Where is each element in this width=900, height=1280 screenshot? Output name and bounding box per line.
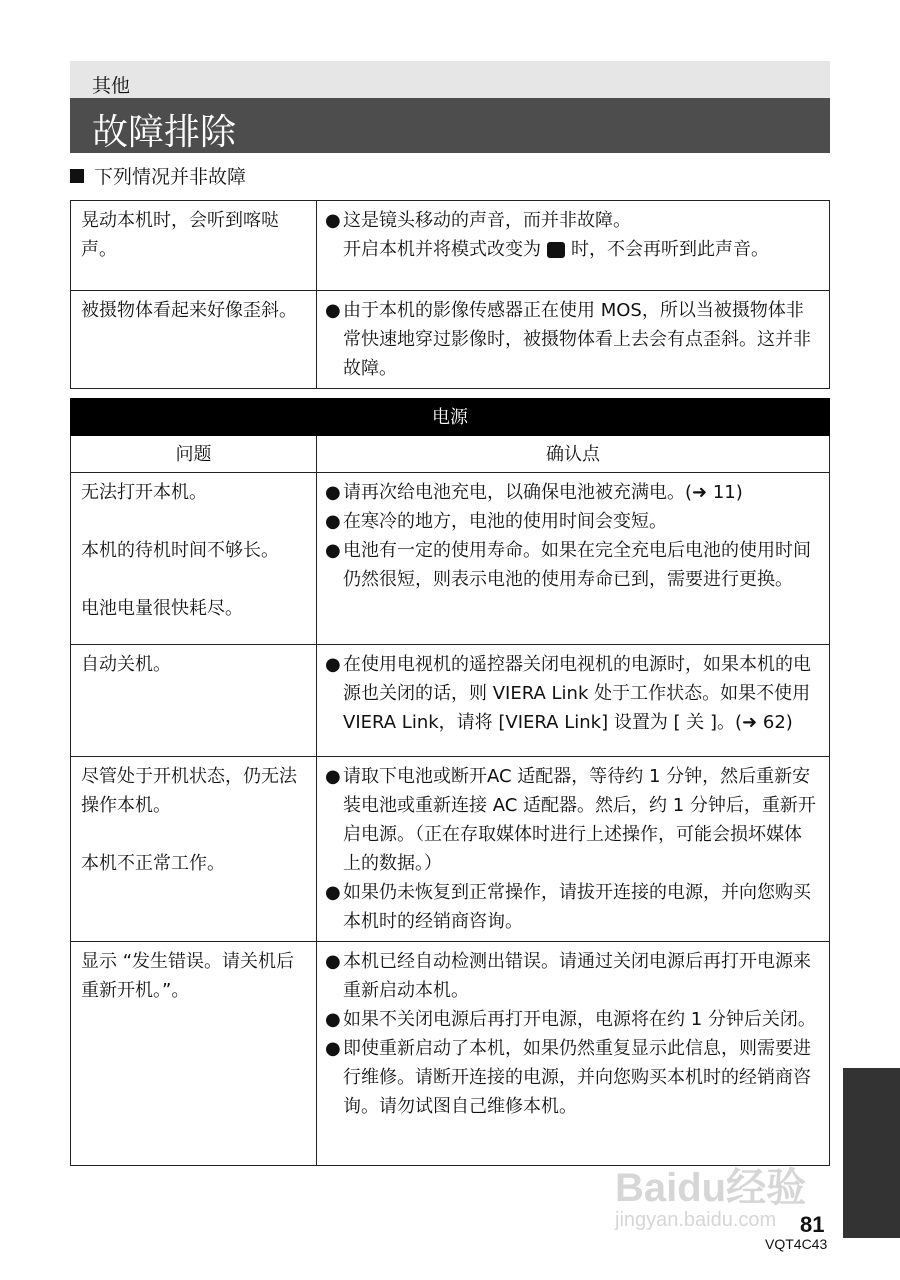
subheading-text: 下列情况并非故障 [94, 166, 247, 188]
problem-text: 自动关机。 [81, 654, 171, 675]
watermark-url: jingyan.baidu.com [615, 1209, 777, 1231]
answer-text: 如果不关闭电源后再打开电源，电源将在约 1 分钟后关闭。 [343, 1009, 816, 1030]
column-header-check: 确认点 [317, 436, 830, 473]
answer-text: 时，不会再听到此声音。 [571, 239, 769, 260]
problem-text: 本机不正常工作。 [81, 853, 225, 874]
video-mode-icon [547, 242, 565, 258]
bullet-icon: ● [325, 882, 341, 903]
watermark-brand: Baidu经验 [615, 1166, 807, 1210]
answer-text: 这是镜头移动的声音，而并非故障。 [343, 210, 631, 231]
title-bar [70, 98, 830, 153]
table-row [71, 757, 830, 942]
problem-text: 本机的待机时间不够长。 [81, 540, 279, 561]
bullet-icon: ● [325, 482, 341, 503]
answer-cell [317, 473, 830, 645]
table-row [71, 942, 830, 1166]
bullet-icon: ● [325, 300, 341, 321]
not-fault-table [70, 200, 830, 389]
answer-text: 在寒冷的地方，电池的使用时间会变短。 [343, 511, 667, 532]
answer-cell [317, 291, 830, 389]
answer-text: 即使重新启动了本机，如果仍然重复显示此信息，则需要进行维修。请断开连接的电源，并向您购买本机时的经销商咨询。请勿试图自己维修本机。 [343, 1038, 811, 1117]
answer-text: 请取下电池或断开AC 适配器，等待约 1 分钟，然后重新安装电池或重新连接 AC 适配器。然后，约 1 分钟后，重新开启电源。（正在存取媒体时进行上述操作，可能会损坏媒体上的数据。） [343, 766, 816, 874]
answer-text: 开启本机并将模式改变为 [343, 239, 541, 260]
answer-text: 请再次给电池充电，以确保电池被充满电。(➜ 11) [343, 482, 743, 503]
answer-cell [317, 645, 830, 757]
bullet-icon: ● [325, 654, 341, 675]
answer-text: 在使用电视机的遥控器关闭电视机的电源时，如果本机的电源也关闭的话，则 VIERA Link 处于工作状态。如果不使用 VIERA Link，请将 [VIERA Link] 设置为 [ 关 ]。(➜ 62) [343, 654, 811, 733]
bullet-icon: ● [325, 540, 341, 561]
problem-text: 电池电量很快耗尽。 [81, 598, 243, 619]
problem-cell [71, 942, 317, 1166]
bullet-icon: ● [325, 766, 341, 787]
problem-text: 显示 “发生错误。请关机后重新开机。”。 [81, 951, 295, 1001]
bullet-icon: ● [325, 1038, 341, 1059]
answer-cell [317, 942, 830, 1166]
answer-cell [317, 757, 830, 942]
column-header-problem: 问题 [71, 436, 317, 473]
table-caption: 电源 [71, 399, 830, 436]
doc-code: VQT4C43 [765, 1236, 828, 1252]
problem-text: 尽管处于开机状态，仍无法操作本机。 [81, 766, 297, 816]
bullet-icon: ● [325, 1009, 341, 1030]
table-row [71, 645, 830, 757]
subheading [70, 162, 246, 189]
power-table [70, 398, 830, 1166]
answer-text: 本机已经自动检测出错误。请通过关闭电源后再打开电源来重新启动本机。 [343, 951, 811, 1001]
answer-text: 如果仍未恢复到正常操作，请拔开连接的电源，并向您购买本机时的经销商咨询。 [343, 882, 811, 932]
table-row [71, 473, 830, 645]
bullet-icon: ● [325, 951, 341, 972]
table-row [71, 201, 830, 291]
problem-cell: 晃动本机时，会听到喀哒声。 [71, 201, 317, 291]
answer-text: 电池有一定的使用寿命。如果在完全充电后电池的使用时间仍然很短，则表示电池的使用寿命已到，需要进行更换。 [343, 540, 811, 590]
bullet-icon: ● [325, 511, 341, 532]
problem-cell: 被摄物体看起来好像歪斜。 [71, 291, 317, 389]
baidu-watermark-logo [615, 1156, 806, 1232]
problem-cell [71, 645, 317, 757]
section-label: 其他 [92, 75, 131, 97]
section-bar [70, 61, 830, 98]
answer-text: 由于本机的影像传感器正在使用 MOS，所以当被摄物体非常快速地穿过影像时，被摄物体看上去会有点歪斜。这并非故障。 [343, 300, 811, 379]
answer-cell [317, 201, 830, 291]
problem-text: 无法打开本机。 [81, 482, 207, 503]
problem-cell [71, 473, 317, 645]
table-row [71, 291, 830, 389]
side-tab [843, 1068, 900, 1238]
page-title: 故障排除 [92, 112, 237, 153]
square-bullet-icon [70, 169, 84, 183]
problem-cell [71, 757, 317, 942]
bullet-icon: ● [325, 210, 341, 231]
page-number: 81 [800, 1212, 825, 1237]
